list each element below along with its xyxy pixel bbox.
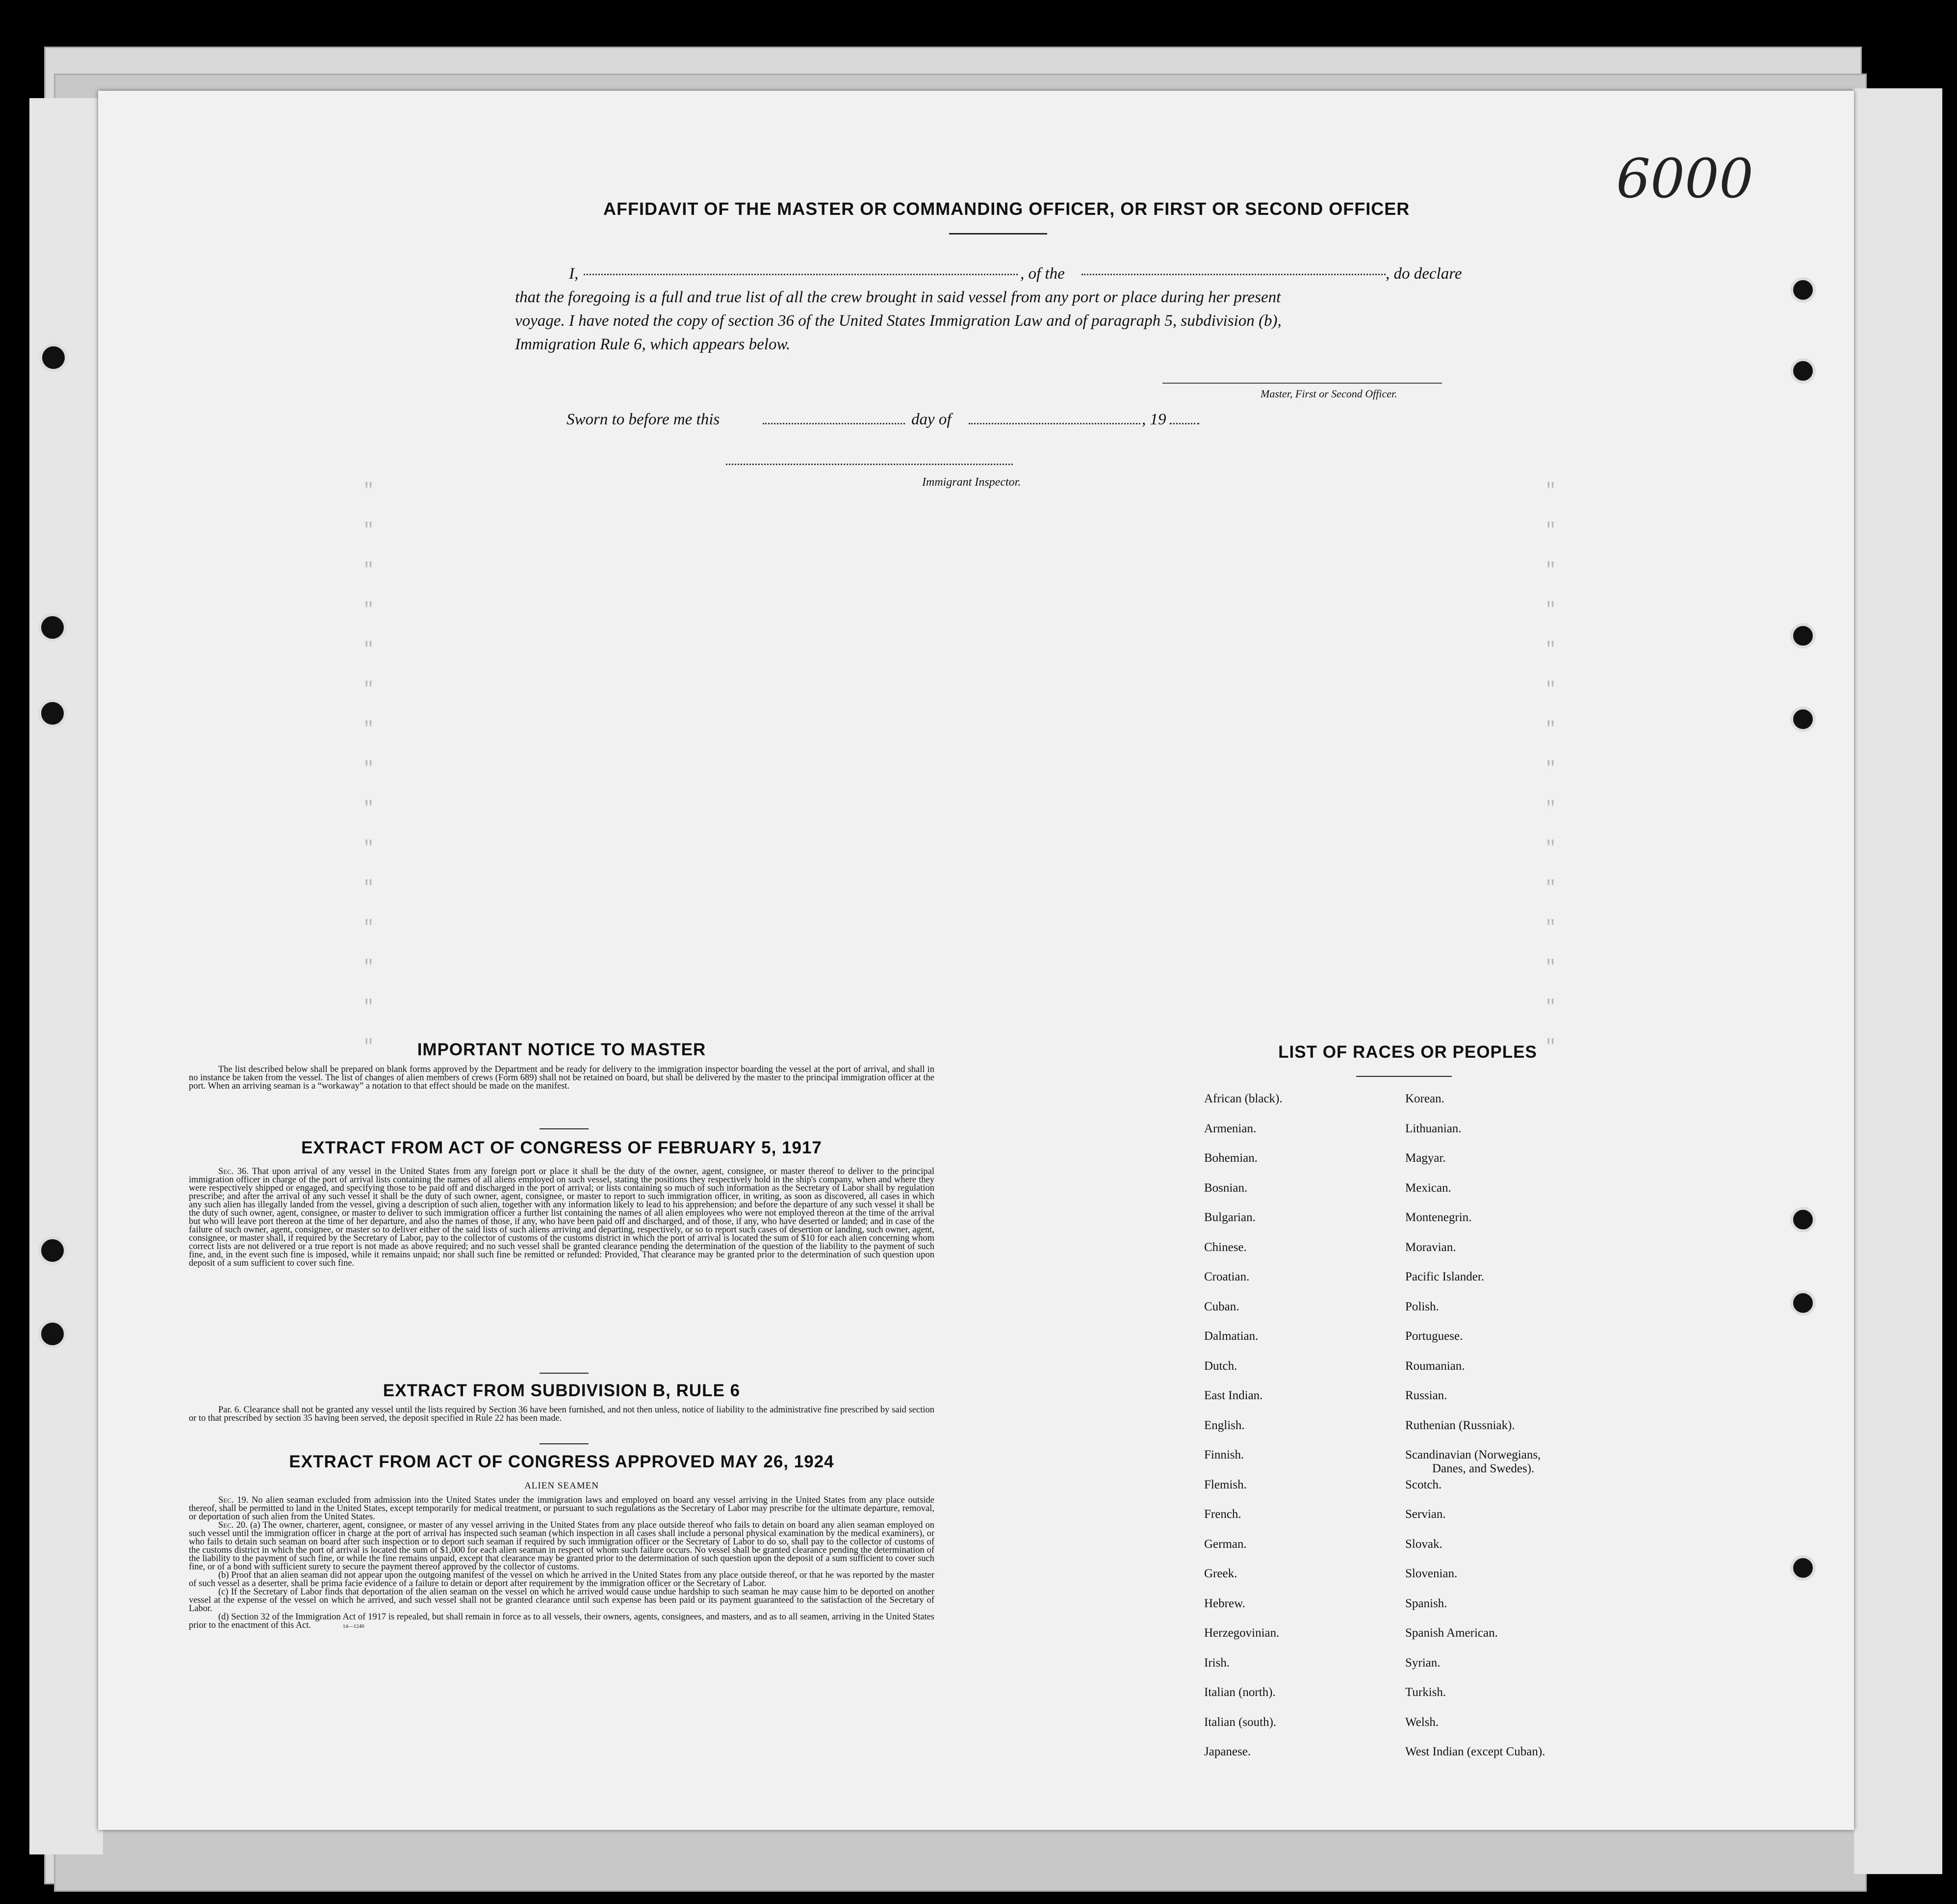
act-1924-title: EXTRACT FROM ACT OF CONGRESS APPROVED MAY 26, 1924 — [289, 1452, 834, 1471]
race-item: Dalmatian. — [1204, 1330, 1259, 1343]
race-item: Scotch. — [1405, 1478, 1442, 1491]
race-item: Montenegrin. — [1405, 1211, 1472, 1224]
year-text: , 19 — [1142, 411, 1166, 428]
form-number: 14—1240 — [342, 1623, 364, 1629]
affidavit-i: I, — [569, 265, 579, 283]
punch-hole-icon — [1790, 623, 1816, 649]
affidavit-of-the: , of the — [1020, 265, 1065, 283]
sworn-year-field[interactable] — [1170, 423, 1199, 424]
notice-divider — [540, 1128, 589, 1129]
race-item: Russian. — [1405, 1389, 1447, 1402]
inspector-signature-line[interactable] — [726, 464, 1013, 465]
race-item: Japanese. — [1204, 1745, 1251, 1758]
sworn-text: Sworn to before me this — [566, 411, 720, 428]
sec20b-text: (b) Proof that an alien seaman did not appear upon the outgoing manifest of the vessel on which he arrived in the United States from any place outside thereof, or that he was reported by the master of such vessel as a deserter, shall be prima facie evidence of a failure to detain or deport after requirement by the immigration officer or the Secretary of Labor. — [189, 1570, 934, 1589]
race-item: Polish. — [1405, 1300, 1439, 1313]
punch-hole-icon — [1790, 358, 1816, 384]
race-item: Italian (south). — [1204, 1715, 1277, 1729]
race-item: Cuban. — [1204, 1300, 1239, 1313]
race-item: Italian (north). — [1204, 1686, 1276, 1699]
name-field[interactable] — [584, 274, 1018, 275]
sec19-text: No alien seaman excluded from admission into the United States under the immigration laws and employed on board any vessel arriving in the United States from any place outside thereof, shall be permitted to land in the United States, except temporarily for medical treatment, or pursuant to such regulations as the Secretary of Labor may prescribe for the ultimate departure, removal, or deportation of such alien from the United States. — [189, 1495, 934, 1522]
races-divider — [1356, 1076, 1452, 1077]
act-1924-body — [189, 1496, 934, 1631]
show-through-column: " " " " " " " " " " " " " " " — [1545, 480, 1559, 1058]
punch-hole-icon — [1790, 277, 1816, 303]
race-item: Korean. — [1405, 1092, 1444, 1105]
punch-hole-icon — [1790, 706, 1816, 732]
sec20-label: Sec. 20. — [218, 1520, 248, 1530]
race-item: Dutch. — [1204, 1359, 1237, 1373]
master-signature-label: Master, First or Second Officer. — [1261, 388, 1397, 400]
race-item: Roumanian. — [1405, 1359, 1465, 1373]
sworn-month-field[interactable] — [969, 423, 1140, 424]
act-1917-body — [189, 1168, 934, 1268]
race-item: Slovak. — [1405, 1537, 1442, 1551]
race-item: East Indian. — [1204, 1389, 1263, 1402]
show-through-column: " " " " " " " " " " " " " " " — [363, 480, 377, 1058]
affidavit-title: AFFIDAVIT OF THE MASTER OR COMMANDING OFFICER, OR FIRST OR SECOND OFFICER — [603, 199, 1410, 219]
race-item: Moravian. — [1405, 1240, 1456, 1254]
punch-hole-icon — [38, 699, 67, 728]
race-item: Herzegovinian. — [1204, 1626, 1280, 1640]
act-1924-subtitle: ALIEN SEAMEN — [524, 1481, 599, 1491]
race-item: Slovenian. — [1405, 1567, 1458, 1580]
act-1917-title: EXTRACT FROM ACT OF CONGRESS OF FEBRUARY 5, 1917 — [301, 1138, 822, 1157]
race-item: Finnish. — [1204, 1448, 1244, 1461]
affidavit-line2: that the foregoing is a full and true list of all the crew brought in said vessel from any port or place during her present — [515, 288, 1281, 306]
race-item: Pacific Islander. — [1405, 1270, 1485, 1283]
subdivision-text: Clearance shall not be granted any vessel until the lists required by Section 36 have been furnished, and not then unless, notice of liability to the administrative fine prescribed by said section or to that prescribed by section 35 having been served, the deposit specified in Rule 22 has been made. — [189, 1405, 935, 1423]
race-item: Flemish. — [1204, 1478, 1247, 1491]
affidavit-line4: Immigration Rule 6, which appears below. — [515, 336, 791, 353]
race-item: Armenian. — [1204, 1122, 1257, 1135]
race-item: Scandinavian (Norwegians, — [1405, 1448, 1541, 1461]
race-item: Hebrew. — [1204, 1596, 1245, 1610]
affidavit-declare: , do declare — [1386, 265, 1462, 283]
notice-body: The list described below shall be prepared on blank forms approved by the Department and be ready for delivery to the immigration inspector boarding the vessel at the port of arrival, and shall in no instance be taken from the vessel. The list of changes of alien members of crews (Form 689) shall not be retained on board, but shall be delivered by the master to the principal immigration officer at the port. When an arriving seaman is a “workaway” a notation to that effect should be made on the manifest. — [189, 1065, 934, 1091]
sec20c-text: (c) If the Secretary of Labor finds that deportation of the alien seaman on the vessel on which he arrived would cause undue hardship to such seaman he may cause him to be deported on another vessel at the expense of the vessel on which he arrived, and such vessel shall not be granted clearance until such expense has been paid or its payment guaranteed to the satisfaction of the Secretary of Labor. — [189, 1587, 934, 1614]
race-item-continuation: Danes, and Swedes). — [1432, 1462, 1535, 1475]
race-item: West Indian (except Cuban). — [1405, 1745, 1545, 1758]
subdivision-par-label: Par. 6. — [218, 1405, 241, 1415]
race-item: Ruthenian (Russniak). — [1405, 1418, 1515, 1432]
race-item: Servian. — [1405, 1508, 1446, 1521]
subdivision-body — [189, 1406, 934, 1423]
sec20d-text: (d) Section 32 of the Immigration Act of 1917 is repealed, but shall remain in force as to all vessels, their owners, agents, consignees, and masters, and as to all seamen, arriving in the United States prior to the enactment of this Act. — [189, 1612, 934, 1630]
punch-hole-icon — [1790, 1555, 1816, 1581]
race-item: Syrian. — [1405, 1656, 1441, 1669]
race-item: English. — [1204, 1418, 1245, 1432]
day-of-text: day of — [911, 411, 952, 428]
vessel-field[interactable] — [1082, 274, 1386, 275]
race-item: German. — [1204, 1537, 1247, 1551]
race-item: Mexican. — [1405, 1181, 1451, 1195]
race-item: Welsh. — [1405, 1715, 1439, 1729]
race-item: Croatian. — [1204, 1270, 1250, 1283]
sworn-day-field[interactable] — [763, 423, 905, 424]
sec19-label: Sec. 19. — [218, 1495, 249, 1505]
punch-hole-icon — [1790, 1290, 1816, 1316]
notice-title: IMPORTANT NOTICE TO MASTER — [417, 1040, 706, 1059]
race-item: Spanish American. — [1405, 1626, 1498, 1640]
races-title: LIST OF RACES OR PEOPLES — [1278, 1043, 1537, 1062]
race-item: Portuguese. — [1405, 1330, 1463, 1343]
race-item: Irish. — [1204, 1656, 1230, 1669]
subdivision-title: EXTRACT FROM SUBDIVISION B, RULE 6 — [383, 1381, 741, 1400]
act-1917-divider — [540, 1373, 589, 1374]
punch-hole-icon — [38, 1320, 67, 1348]
race-item: Chinese. — [1204, 1240, 1247, 1254]
act-1917-sec-label: Sec. 36. — [218, 1167, 249, 1176]
inspector-label: Immigrant Inspector. — [922, 476, 1021, 489]
handwritten-number: 6000 — [1616, 147, 1753, 210]
right-page-edge — [1854, 88, 1942, 1874]
race-item: Magyar. — [1405, 1151, 1446, 1165]
punch-hole-icon — [1790, 1207, 1816, 1232]
title-divider — [949, 233, 1047, 235]
punch-hole-icon — [38, 613, 67, 642]
race-item: Spanish. — [1405, 1596, 1447, 1610]
affidavit-line3: voyage. I have noted the copy of section 36 of the United States Immigration Law and of paragraph 5, subdivision (b), — [515, 312, 1282, 330]
subdivision-divider — [540, 1443, 589, 1444]
race-item: French. — [1204, 1508, 1241, 1521]
race-item: Greek. — [1204, 1567, 1237, 1580]
punch-hole-icon — [39, 343, 68, 372]
race-item: Bulgarian. — [1204, 1211, 1256, 1224]
master-signature-line[interactable] — [1162, 383, 1442, 384]
race-item: Turkish. — [1405, 1686, 1446, 1699]
act-1917-text: That upon arrival of any vessel in the United States from any foreign port or place it shall be the duty of the owner, agent, consignee, or master thereof to deliver to the principal immigration officer in charge of the port of arrival lists containing the names of all aliens employed on such vessel, stating the positions they respectively hold in the ship's company, when and where they were respectively shipped or engaged, and specifying those to be paid off and discharged in the port of arrival; or lists containing so much of such information as the Secretary of Labor shall by regulation prescribe; and after the arrival of any such vessel it shall be the duty of such owner, agent, consignee, or master to report to such immigration officer, in writing, as soon as discovered, all cases in which any such alien has illegally landed from the vessel, giving a description of such alien, together with any information likely to lead to his apprehension; and before the departure of any such vessel it shall be the duty of such owner, agent, consignee, or master to deliver to such immigration officer a further list containing the names of all alien employees who were not employed thereon at the time of the arrival but who will leave port thereon at the time of her departure, and also the names of those, if any, who have been paid off and discharged, and of those, if any, who have deserted or landed; and in case of the failure of such owner, agent, consignee, or master so to deliver either of the said lists of such aliens arriving and departing, respectively, or so to report such cases of desertion or landing, such owner, agent, consignee, or master shall, if required by the Secretary of Labor, pay to the collector of customs of the customs district in which the port of arrival is located the sum of $10 for each alien concerning whom correct lists are not delivered or a true report is not made as above required; and no such vessel shall be granted clearance pending the determination of the question of the liability to the payment of such fine, and, in the event such fine is imposed, while it remains unpaid; nor shall such fine be remitted or refunded: Provided, That clearance may be granted prior to the determination of such question upon deposit of a sum sufficient to cover such fine. — [189, 1167, 934, 1268]
race-item: Bosnian. — [1204, 1181, 1248, 1195]
race-item: African (black). — [1204, 1092, 1283, 1105]
sec20a-text: (a) The owner, charterer, agent, consignee, or master of any vessel arriving in the United States from any place outside thereof who fails to detain on board any alien seaman employed on such vessel until the immigration officer in charge at the port of arrival has inspected such seaman (which inspection in all cases shall include a personal physical examination by the medical examiners), or who fails to detain such seaman on board after such inspection or to deport such seaman if required by such immigration officer or the Secretary of Labor to do so, shall pay to the collector of customs of the customs district in which the port of arrival is located the sum of $1,000 for each alien seaman in respect of whom such failure occurs. No vessel shall be granted clearance pending the determination of the liability to the payment of such fine, or while the fine remains unpaid, except that clearance may be granted prior to the determination of such question upon the deposit of a sum sufficient to cover such fine, or of a bond with sufficient surety to secure the payment thereof approved by the collector of customs. — [189, 1520, 935, 1572]
race-item: Lithuanian. — [1405, 1122, 1462, 1135]
race-item: Bohemian. — [1204, 1151, 1258, 1165]
punch-hole-icon — [38, 1236, 67, 1265]
